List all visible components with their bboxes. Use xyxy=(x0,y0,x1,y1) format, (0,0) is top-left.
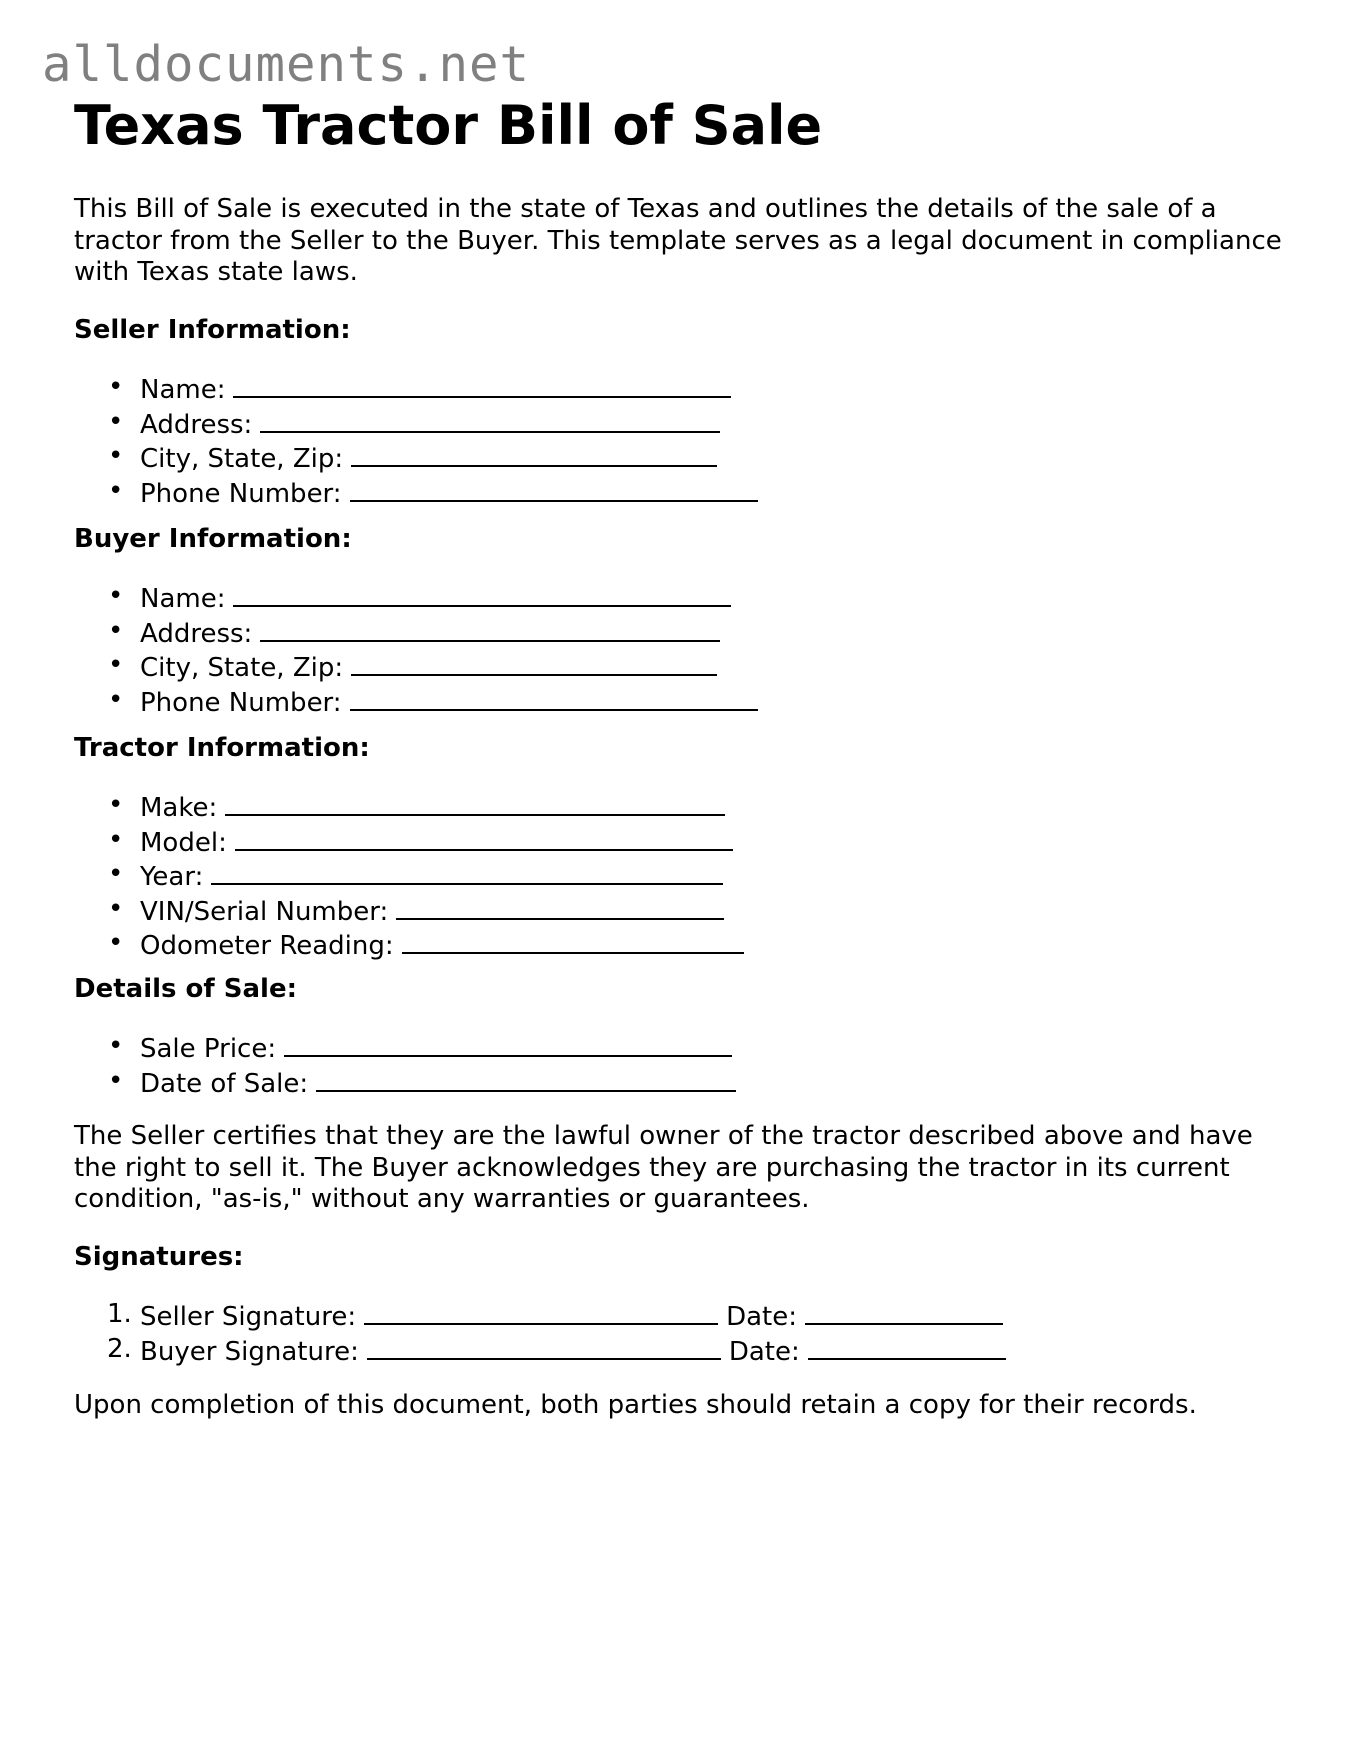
seller-city-item xyxy=(74,441,758,476)
sale-price-label: Sale Price: xyxy=(140,1034,277,1064)
sale-heading: Details of Sale: xyxy=(74,974,297,1004)
tractor-model-label: Model: xyxy=(140,827,227,858)
sale-price-item xyxy=(74,1031,736,1066)
tractor-vin-item xyxy=(74,894,744,929)
seller-name-label: Name: xyxy=(140,375,226,405)
seller-fields-list xyxy=(74,372,758,510)
buyer-city-field[interactable] xyxy=(351,650,717,676)
buyer-name-field[interactable] xyxy=(233,581,731,607)
sale-fields-list xyxy=(74,1031,736,1100)
document-title: Texas Tractor Bill of Sale xyxy=(74,94,823,157)
seller-city-label: City, State, Zip: xyxy=(140,444,344,474)
buyer-signature-number: 2. xyxy=(107,1333,132,1364)
seller-signature-field[interactable] xyxy=(364,1299,718,1325)
seller-address-item xyxy=(74,407,758,442)
seller-signature-item xyxy=(74,1299,1006,1334)
tractor-model-item xyxy=(74,825,744,860)
buyer-city-item xyxy=(74,650,758,685)
seller-signature-number: 1. xyxy=(107,1299,132,1329)
buyer-phone-item xyxy=(74,685,758,720)
buyer-date-label: Date: xyxy=(728,1336,800,1367)
tractor-vin-label: VIN/Serial Number: xyxy=(140,896,389,927)
sale-date-item xyxy=(74,1066,736,1101)
tractor-year-field[interactable] xyxy=(211,859,723,885)
signatures-list xyxy=(74,1299,1006,1368)
buyer-fields-list xyxy=(74,581,758,719)
seller-phone-item xyxy=(74,476,758,511)
tractor-make-field[interactable] xyxy=(225,790,725,816)
seller-city-field[interactable] xyxy=(351,441,717,467)
buyer-address-field[interactable] xyxy=(260,616,720,642)
tractor-heading: Tractor Information: xyxy=(74,733,370,763)
buyer-name-label: Name: xyxy=(140,584,226,614)
tractor-odometer-item xyxy=(74,928,744,963)
signatures-heading: Signatures: xyxy=(74,1242,244,1272)
buyer-heading: Buyer Information: xyxy=(74,524,352,554)
seller-name-field[interactable] xyxy=(233,372,731,398)
seller-phone-label: Phone Number: xyxy=(140,478,342,509)
seller-phone-field[interactable] xyxy=(350,476,758,502)
tractor-year-label: Year: xyxy=(140,862,204,892)
closing-paragraph: Upon completion of this document, both parties should retain a copy for their records. xyxy=(74,1390,1197,1420)
intro-paragraph: This Bill of Sale is executed in the state of Texas and outlines the details of the sale of a tractor from the Seller to the Buyer. This template serves as a legal document in compliance with Texas state laws. xyxy=(74,194,1282,287)
sale-date-field[interactable] xyxy=(316,1066,736,1092)
buyer-signature-field[interactable] xyxy=(367,1334,721,1360)
buyer-phone-label: Phone Number: xyxy=(140,687,342,718)
seller-signature-label: Seller Signature: xyxy=(140,1302,357,1332)
tractor-make-label: Make: xyxy=(140,793,218,823)
buyer-city-label: City, State, Zip: xyxy=(140,653,344,683)
buyer-phone-field[interactable] xyxy=(350,685,758,711)
buyer-signature-item xyxy=(74,1334,1006,1369)
tractor-make-item xyxy=(74,790,744,825)
seller-heading: Seller Information: xyxy=(74,315,351,345)
buyer-date-field[interactable] xyxy=(808,1334,1006,1360)
sale-date-label: Date of Sale: xyxy=(140,1068,309,1099)
tractor-odometer-label: Odometer Reading: xyxy=(140,931,394,961)
seller-date-label: Date: xyxy=(726,1302,797,1332)
tractor-odometer-field[interactable] xyxy=(402,928,744,954)
watermark: alldocuments.net xyxy=(42,36,531,93)
tractor-fields-list xyxy=(74,790,744,963)
seller-address-field[interactable] xyxy=(260,407,720,433)
tractor-vin-field[interactable] xyxy=(396,894,724,920)
seller-name-item xyxy=(74,372,758,407)
certification-paragraph: The Seller certifies that they are the lawful owner of the tractor described above and have the right to sell it. The Buyer acknowledges they are purchasing the tractor in its current condition, "as-is," without any warranties or guarantees. xyxy=(74,1121,1253,1214)
buyer-address-item xyxy=(74,616,758,651)
buyer-signature-label: Buyer Signature: xyxy=(140,1336,359,1367)
buyer-address-label: Address: xyxy=(140,618,253,649)
seller-address-label: Address: xyxy=(140,409,253,440)
sale-price-field[interactable] xyxy=(284,1031,732,1057)
seller-date-field[interactable] xyxy=(805,1299,1003,1325)
tractor-year-item xyxy=(74,859,744,894)
tractor-model-field[interactable] xyxy=(235,825,733,851)
buyer-name-item xyxy=(74,581,758,616)
